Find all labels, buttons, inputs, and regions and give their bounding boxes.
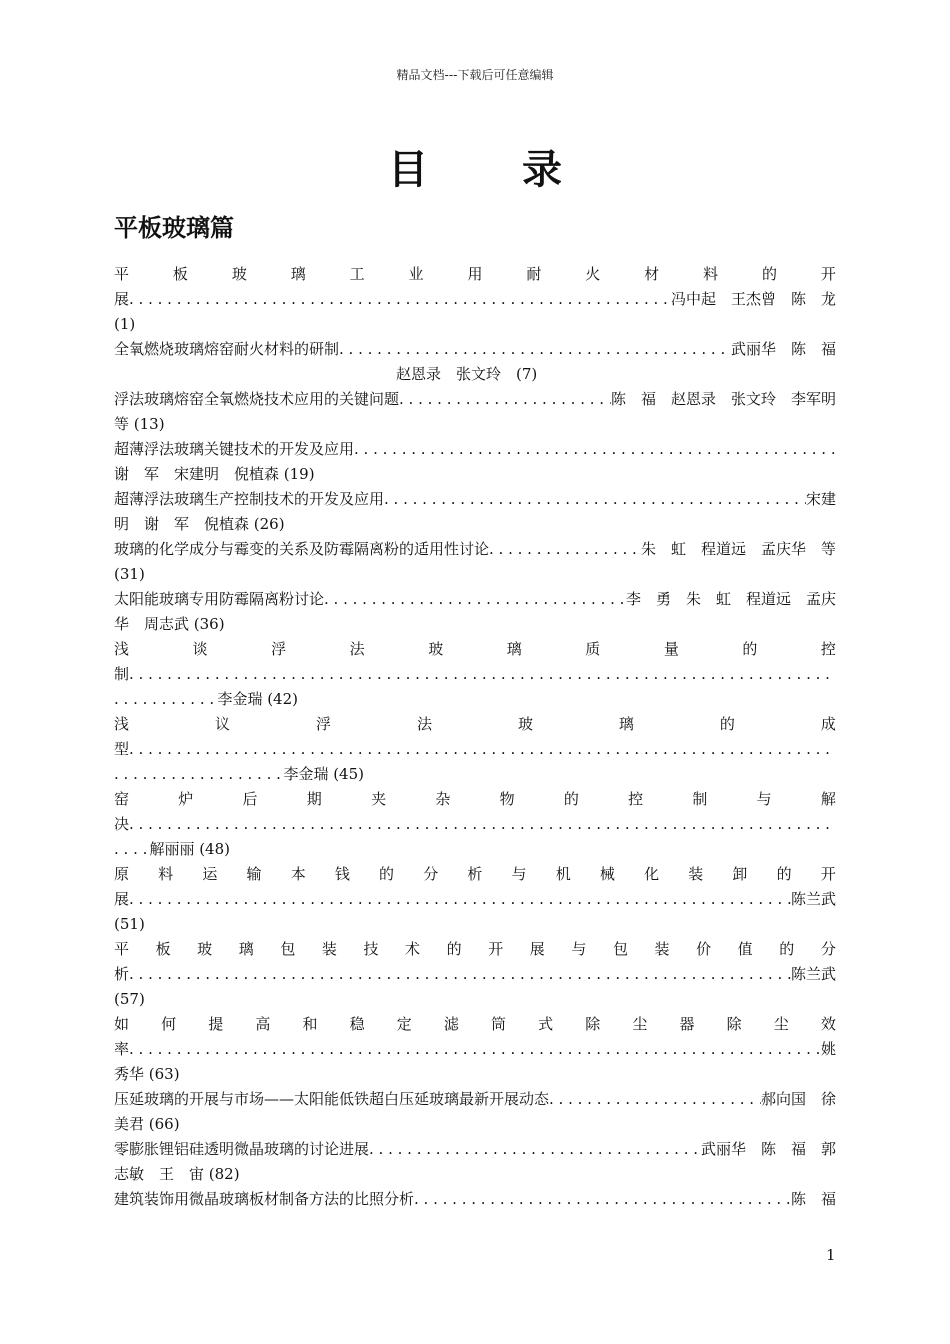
dot-leader — [384, 487, 806, 512]
toc-entry-title: 决 — [114, 815, 130, 833]
toc-char: 璃 — [618, 715, 634, 733]
toc-char: 尘 — [773, 1015, 789, 1033]
toc-line: (31) — [114, 565, 145, 583]
toc-char: 火 — [585, 265, 601, 283]
toc-char: 如 — [114, 1015, 130, 1033]
toc-char: 浅 — [114, 715, 130, 733]
toc-char: 价 — [696, 940, 712, 958]
toc-char: 装 — [321, 940, 337, 958]
toc-char: 料 — [703, 265, 719, 283]
dot-leader — [129, 812, 836, 837]
toc-entry-authors: 解丽丽 (48) — [149, 840, 230, 858]
toc-char: 尘 — [632, 1015, 648, 1033]
toc-line — [114, 837, 230, 862]
toc-char: 的 — [779, 940, 795, 958]
toc-entry-authors: 武丽华 陈 福 — [730, 340, 836, 358]
toc-char: 料 — [158, 865, 174, 883]
toc-line: 赵恩录 张文玲 (7) — [396, 365, 538, 383]
toc-line: 明 谢 军 倪植森 (26) — [114, 515, 285, 533]
dot-leader — [114, 837, 149, 862]
dot-leader — [129, 287, 671, 312]
toc-char: 包 — [280, 940, 296, 958]
toc-line — [114, 587, 836, 612]
toc-char: 璃 — [238, 940, 254, 958]
toc-char: 期 — [306, 790, 322, 808]
toc-char: 机 — [555, 865, 571, 883]
toc-entry-title: 超薄浮法玻璃关键技术的开发及应用 — [114, 440, 355, 458]
toc-char: 分 — [423, 865, 439, 883]
toc-entry-title: 压延玻璃的开展与市场——太阳能低铁超白压延玻璃最新开展动态 — [114, 1090, 550, 1108]
toc-char: 材 — [644, 265, 660, 283]
toc-entry-authors: 李金瑞 (45) — [283, 765, 364, 783]
toc-char: 窑 — [114, 790, 130, 808]
dot-leader — [549, 1087, 761, 1112]
toc-char: 玻 — [428, 640, 444, 658]
toc-line — [114, 637, 836, 662]
toc-char: 璃 — [290, 265, 306, 283]
toc-entry-title: 太阳能玻璃专用防霉隔离粉讨论 — [114, 590, 325, 608]
toc-char: 开 — [488, 940, 504, 958]
toc-char: 器 — [679, 1015, 695, 1033]
toc-char: 杂 — [435, 790, 451, 808]
toc-char: 业 — [408, 265, 424, 283]
table-of-contents — [114, 262, 836, 1212]
dot-leader — [489, 537, 641, 562]
toc-char: 稳 — [349, 1015, 365, 1033]
toc-char: 物 — [499, 790, 515, 808]
toc-line: 志敏 王 宙 (82) — [114, 1165, 240, 1183]
toc-line — [114, 812, 836, 837]
toc-char: 式 — [538, 1015, 554, 1033]
toc-char: 包 — [612, 940, 628, 958]
toc-line: (57) — [114, 990, 145, 1008]
toc-char: 的 — [761, 265, 777, 283]
toc-char: 装 — [688, 865, 704, 883]
toc-char: 工 — [349, 265, 365, 283]
toc-char: 谈 — [192, 640, 208, 658]
toc-char: 本 — [290, 865, 306, 883]
dot-leader — [129, 962, 791, 987]
toc-entry-authors: 李 勇 朱 虹 程道远 孟庆 — [625, 590, 836, 608]
toc-line — [114, 287, 836, 312]
dot-leader — [129, 737, 836, 762]
toc-entry-title: 型 — [114, 740, 130, 758]
toc-entry-title: 析 — [114, 965, 130, 983]
toc-char: 开 — [820, 865, 836, 883]
toc-char: 制 — [692, 790, 708, 808]
toc-entry-authors: 陈兰武 — [790, 965, 836, 983]
toc-entry-authors: 姚 — [820, 1040, 836, 1058]
toc-entry-title: 展 — [114, 290, 130, 308]
toc-line — [114, 337, 836, 362]
toc-char: 除 — [726, 1015, 742, 1033]
toc-char: 和 — [302, 1015, 318, 1033]
page-header: 精品文档---下载后可任意编辑 — [396, 68, 554, 82]
toc-line: 华 周志武 (36) — [114, 615, 225, 633]
toc-char: 何 — [161, 1015, 177, 1033]
dot-leader — [354, 437, 836, 462]
toc-char: 成 — [820, 715, 836, 733]
toc-line: (1) — [114, 315, 136, 333]
toc-entry-title: 玻璃的化学成分与霉变的关系及防霉隔离粉的适用性讨论 — [114, 540, 490, 558]
dot-leader — [129, 662, 836, 687]
toc-char: 平 — [114, 940, 130, 958]
toc-char: 夹 — [371, 790, 387, 808]
toc-line — [114, 862, 836, 887]
toc-entry-authors: 郝向国 徐 — [760, 1090, 836, 1108]
toc-entry-title: 全氧燃烧玻璃熔窑耐火材料的研制 — [114, 340, 340, 358]
toc-char: 法 — [416, 715, 432, 733]
toc-line: 美君 (66) — [114, 1115, 180, 1133]
toc-char: 的 — [742, 640, 758, 658]
toc-line — [114, 787, 836, 812]
toc-char: 平 — [114, 265, 130, 283]
toc-char: 析 — [467, 865, 483, 883]
toc-line — [114, 662, 836, 687]
toc-char: 装 — [654, 940, 670, 958]
toc-char: 钱 — [334, 865, 350, 883]
toc-line: (51) — [114, 915, 145, 933]
toc-char: 质 — [585, 640, 601, 658]
toc-line — [114, 737, 836, 762]
toc-line — [114, 387, 836, 412]
dot-leader — [414, 1187, 791, 1212]
toc-char: 技 — [363, 940, 379, 958]
toc-entry-authors: 武丽华 陈 福 郭 — [700, 1140, 836, 1158]
toc-char: 法 — [349, 640, 365, 658]
toc-line — [114, 1137, 836, 1162]
toc-char: 的 — [379, 865, 395, 883]
page-number: 1 — [826, 1246, 836, 1264]
toc-char: 运 — [202, 865, 218, 883]
dot-leader — [129, 1037, 821, 1062]
toc-line — [114, 1012, 836, 1037]
toc-line: 秀华 (63) — [114, 1065, 180, 1083]
toc-char: 定 — [396, 1015, 412, 1033]
dot-leader — [129, 887, 791, 912]
toc-line — [114, 962, 836, 987]
toc-char: 板 — [155, 940, 171, 958]
toc-entry-authors: 陈 福 赵恩录 张文玲 李军明 — [610, 390, 836, 408]
toc-char: 的 — [719, 715, 735, 733]
toc-line — [114, 687, 298, 712]
toc-char: 提 — [208, 1015, 224, 1033]
toc-char: 玻 — [517, 715, 533, 733]
toc-entry-title: 展 — [114, 890, 130, 908]
toc-char: 璃 — [506, 640, 522, 658]
toc-char: 浅 — [114, 640, 130, 658]
toc-char: 分 — [820, 940, 836, 958]
toc-char: 与 — [756, 790, 772, 808]
toc-char: 量 — [663, 640, 679, 658]
toc-char: 原 — [114, 865, 130, 883]
toc-line — [114, 712, 836, 737]
toc-entry-authors: 陈兰武 — [790, 890, 836, 908]
toc-char: 的 — [446, 940, 462, 958]
toc-char: 展 — [529, 940, 545, 958]
toc-char: 与 — [571, 940, 587, 958]
toc-char: 控 — [628, 790, 644, 808]
dot-leader — [114, 762, 283, 787]
toc-line — [114, 887, 836, 912]
toc-line: 等 (13) — [114, 415, 165, 433]
toc-line — [114, 262, 836, 287]
toc-char: 卸 — [732, 865, 748, 883]
toc-entry-authors: 冯中起 王杰曾 陈 龙 — [670, 290, 836, 308]
dot-leader — [339, 337, 731, 362]
toc-char: 浮 — [315, 715, 331, 733]
dot-leader — [114, 687, 217, 712]
toc-line — [114, 1037, 836, 1062]
toc-char: 值 — [737, 940, 753, 958]
toc-char: 玻 — [231, 265, 247, 283]
toc-char: 高 — [255, 1015, 271, 1033]
toc-char: 与 — [511, 865, 527, 883]
toc-line: 谢 军 宋建明 倪植森 (19) — [114, 465, 315, 483]
toc-entry-title: 浮法玻璃熔窑全氧燃烧技术应用的关键问题 — [114, 390, 400, 408]
toc-char: 耐 — [526, 265, 542, 283]
toc-line — [114, 1187, 836, 1212]
toc-char: 议 — [214, 715, 230, 733]
toc-entry-title: 率 — [114, 1040, 130, 1058]
toc-entry-authors: 朱 虹 程道远 孟庆华 等 — [640, 540, 836, 558]
toc-entry-title: 建筑装饰用微晶玻璃板材制备方法的比照分析 — [114, 1190, 415, 1208]
toc-char: 化 — [644, 865, 660, 883]
toc-char: 输 — [246, 865, 262, 883]
toc-char: 板 — [172, 265, 188, 283]
dot-leader — [369, 1137, 701, 1162]
toc-entry-title: 零膨胀锂铝硅透明微晶玻璃的讨论进展 — [114, 1140, 370, 1158]
toc-char: 的 — [563, 790, 579, 808]
toc-char: 筒 — [491, 1015, 507, 1033]
toc-entry-title: 制 — [114, 665, 130, 683]
toc-line — [114, 437, 836, 462]
dot-leader — [399, 387, 611, 412]
toc-line — [114, 1087, 836, 1112]
toc-char: 的 — [776, 865, 792, 883]
toc-char: 控 — [820, 640, 836, 658]
toc-line — [114, 537, 836, 562]
toc-char: 械 — [599, 865, 615, 883]
toc-char: 开 — [820, 265, 836, 283]
toc-char: 后 — [242, 790, 258, 808]
toc-char: 炉 — [178, 790, 194, 808]
toc-char: 浮 — [271, 640, 287, 658]
toc-char: 解 — [820, 790, 836, 808]
toc-entry-authors: 陈 福 — [790, 1190, 836, 1208]
toc-char: 效 — [820, 1015, 836, 1033]
toc-line — [114, 937, 836, 962]
toc-entry-authors: 宋建 — [805, 490, 836, 508]
toc-char: 除 — [585, 1015, 601, 1033]
page-title: 目 录 — [388, 147, 602, 193]
dot-leader — [324, 587, 626, 612]
toc-char: 滤 — [443, 1015, 459, 1033]
toc-line — [114, 487, 836, 512]
toc-entry-authors: 李金瑞 (42) — [217, 690, 298, 708]
toc-char: 玻 — [197, 940, 213, 958]
section-heading: 平板玻璃篇 — [114, 214, 234, 242]
toc-char: 术 — [405, 940, 421, 958]
toc-line — [114, 762, 364, 787]
toc-char: 用 — [467, 265, 483, 283]
toc-entry-title: 超薄浮法玻璃生产控制技术的开发及应用 — [114, 490, 385, 508]
